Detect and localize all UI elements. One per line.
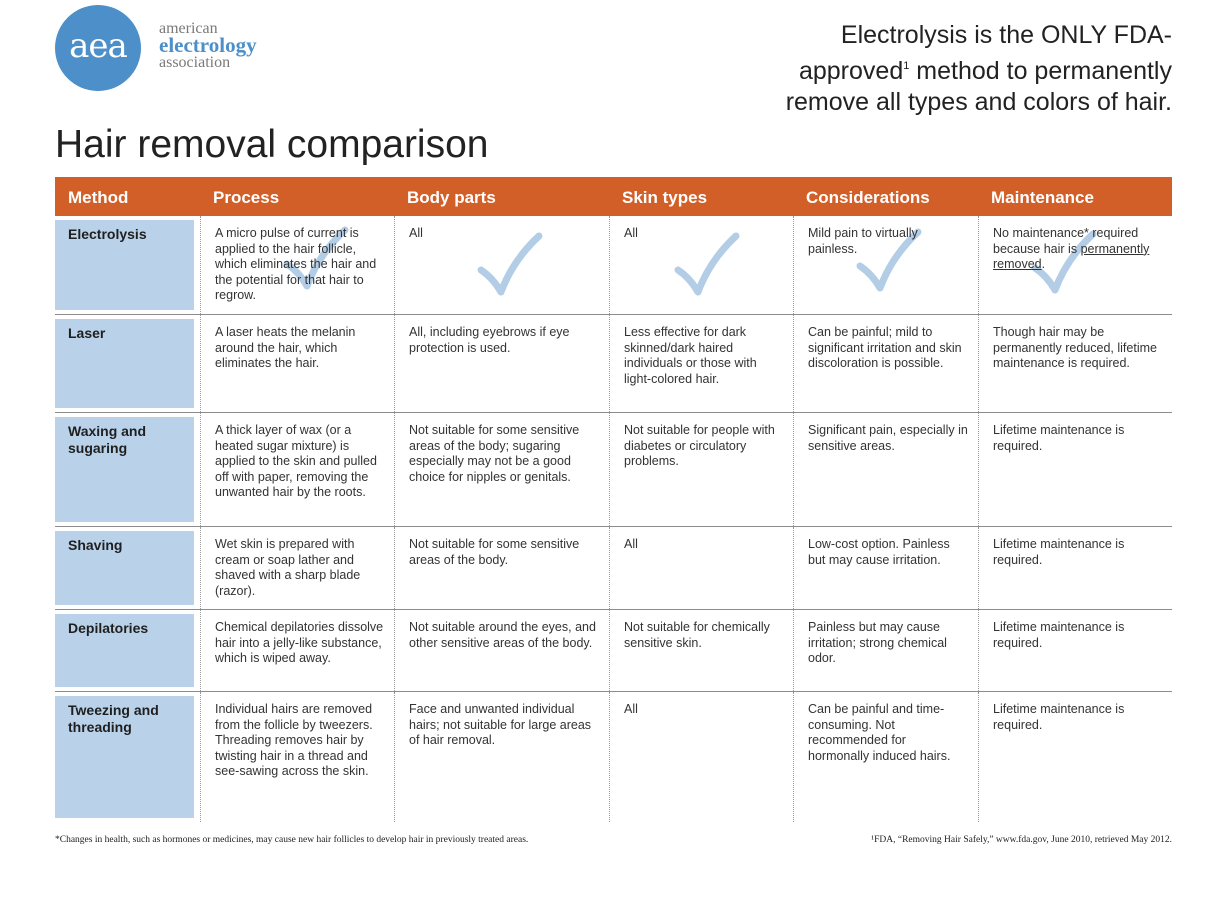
logo-line-1: american [159,19,218,37]
considerations-cell: Painless but may cause irritation; strong chemical odor. [793,610,978,691]
method-cell: Electrolysis [55,220,194,310]
considerations-cell: Significant pain, especially in sensitive areas. [793,413,978,526]
maintenance-cell: Lifetime maintenance is required. [978,692,1172,822]
method-cell: Depilatories [55,614,194,687]
body-parts-cell: All [394,216,609,314]
process-cell: A micro pulse of current is applied to the hair follicle, which eliminates the hair and the potential for that hair to regrow. [200,216,394,314]
method-cell: Shaving [55,531,194,605]
page-title: Hair removal comparison [55,123,489,166]
checkmark-icon [670,230,740,300]
footnote-source: ¹FDA, “Removing Hair Safely,” www.fda.gov, June 2010, retrieved May 2012. [871,835,1172,845]
method-cell: Laser [55,319,194,408]
table-row-electrolysis [55,216,1172,315]
tagline-post: method to permanently remove all types and colors of hair. [785,57,1172,116]
body-parts-cell: Face and unwanted individual hairs; not suitable for large areas of hair removal. [394,692,609,822]
process-cell: Chemical depilatories dissolve hair into a jelly-like substance, which is wiped away. [200,610,394,691]
skin-types-cell: Not suitable for chemically sensitive skin. [609,610,793,691]
tagline-pre: Electrolysis is the ONLY FDA-approved [798,21,1172,85]
maintenance-cell: Lifetime maintenance is required. [978,413,1172,526]
logo-mark: aea [55,5,141,91]
footnote-changes: *Changes in health, such as hormones or medicines, may cause new hair follicles to develop hair in previously treated areas. [55,835,529,845]
logo-wordmark [159,20,257,77]
maintenance-cell: Though hair may be permanently reduced, lifetime maintenance is required. [978,315,1172,412]
maintenance-cell: Lifetime maintenance is required. [978,610,1172,691]
process-cell: Wet skin is prepared with cream or soap lather and shaved with a sharp blade (razor). [200,527,394,609]
header-maintenance: Maintenance [991,188,1094,207]
body-parts-cell: Not suitable around the eyes, and other sensitive areas of the body. [394,610,609,691]
header-considerations: Considerations [806,188,930,207]
header-process: Process [213,188,280,207]
tagline-footnote-mark: 1 [903,60,910,72]
maintenance-cell: No maintenance* required because hair is permanently removed. [978,216,1172,314]
process-cell: A laser heats the melanin around the hair, which eliminates the hair. [200,315,394,412]
body-parts-cell: Not suitable for some sensitive areas of the body. [394,527,609,609]
table-row-tweezing [55,692,1172,822]
table-row-laser [55,315,1172,413]
maintenance-cell: Lifetime maintenance is required. [978,527,1172,609]
method-cell: Waxing and sugaring [55,417,194,522]
skin-types-cell: All [609,216,793,314]
table-row-depilatories [55,610,1172,692]
process-cell: A thick layer of wax (or a heated sugar mixture) is applied to the skin and pulled off with paper, removing the unwanted hair by the roots. [200,413,394,526]
skin-types-cell: All [609,527,793,609]
aea-logo [55,5,257,91]
tagline [752,20,1172,118]
process-cell: Individual hairs are removed from the follicle by tweezers. Threading removes hair by twisting hair in a thread and see-sawing across the skin. [200,692,394,822]
header-skin-types: Skin types [622,188,708,207]
table-row-waxing [55,413,1172,527]
considerations-cell: Low-cost option. Painless but may cause irritation. [793,527,978,609]
table-header-row [55,177,1172,216]
comparison-table [55,177,1172,822]
body-parts-cell: Not suitable for some sensitive areas of the body; sugaring especially may not be a good choice for nipples or genitals. [394,413,609,526]
considerations-cell: Can be painful and time-consuming. Not recommended for hormonally induced hairs. [793,692,978,822]
header-body-parts: Body parts [407,188,496,207]
logo-line-2: electrology [159,32,257,57]
method-cell: Tweezing and threading [55,696,194,818]
considerations-cell: Can be painful; mild to significant irritation and skin discoloration is possible. [793,315,978,412]
header-method: Method [68,188,129,207]
skin-types-cell: Not suitable for people with diabetes or circulatory problems. [609,413,793,526]
table-row-shaving [55,527,1172,610]
skin-types-cell: All [609,692,793,822]
considerations-cell: Mild pain to virtually painless. [793,216,978,314]
checkmark-icon [473,230,543,300]
skin-types-cell: Less effective for dark skinned/dark haired individuals or those with light-colored hair. [609,315,793,412]
logo-line-3: association [159,53,231,71]
body-parts-cell: All, including eyebrows if eye protection is used. [394,315,609,412]
